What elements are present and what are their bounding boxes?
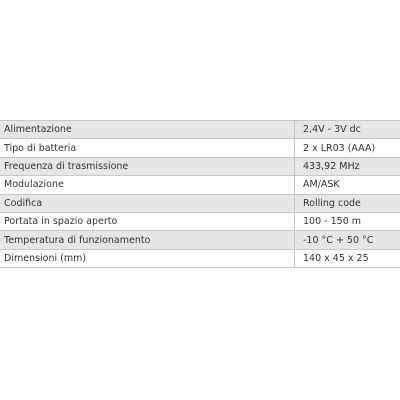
spec-row-battery-type [0,139,400,157]
spec-label: Portata in spazio aperto [0,212,295,230]
spec-label: Codifica [0,194,295,212]
spec-row-modulation [0,176,400,194]
spec-row-operating-temperature [0,231,400,249]
spec-value: 140 x 45 x 25 [295,249,400,267]
spec-value: -10 °C + 50 °C [295,231,400,249]
spec-row-power-supply [0,121,400,139]
spec-label: Dimensioni (mm) [0,249,295,267]
spec-value: 433,92 MHz [295,157,400,175]
spec-label: Alimentazione [0,121,295,139]
spec-value: Rolling code [295,194,400,212]
spec-table [0,120,400,268]
spec-value: 2 x LR03 (AAA) [295,139,400,157]
spec-label: Frequenza di trasmissione [0,157,295,175]
spec-row-frequency [0,157,400,175]
spec-value: 2,4V - 3V dc [295,121,400,139]
spec-label: Temperatura di funzionamento [0,231,295,249]
spec-row-range [0,212,400,230]
spec-row-coding [0,194,400,212]
spec-label: Modulazione [0,176,295,194]
spec-label: Tipo di batteria [0,139,295,157]
spec-row-dimensions [0,249,400,267]
spec-value: 100 - 150 m [295,212,400,230]
spec-value: AM/ASK [295,176,400,194]
